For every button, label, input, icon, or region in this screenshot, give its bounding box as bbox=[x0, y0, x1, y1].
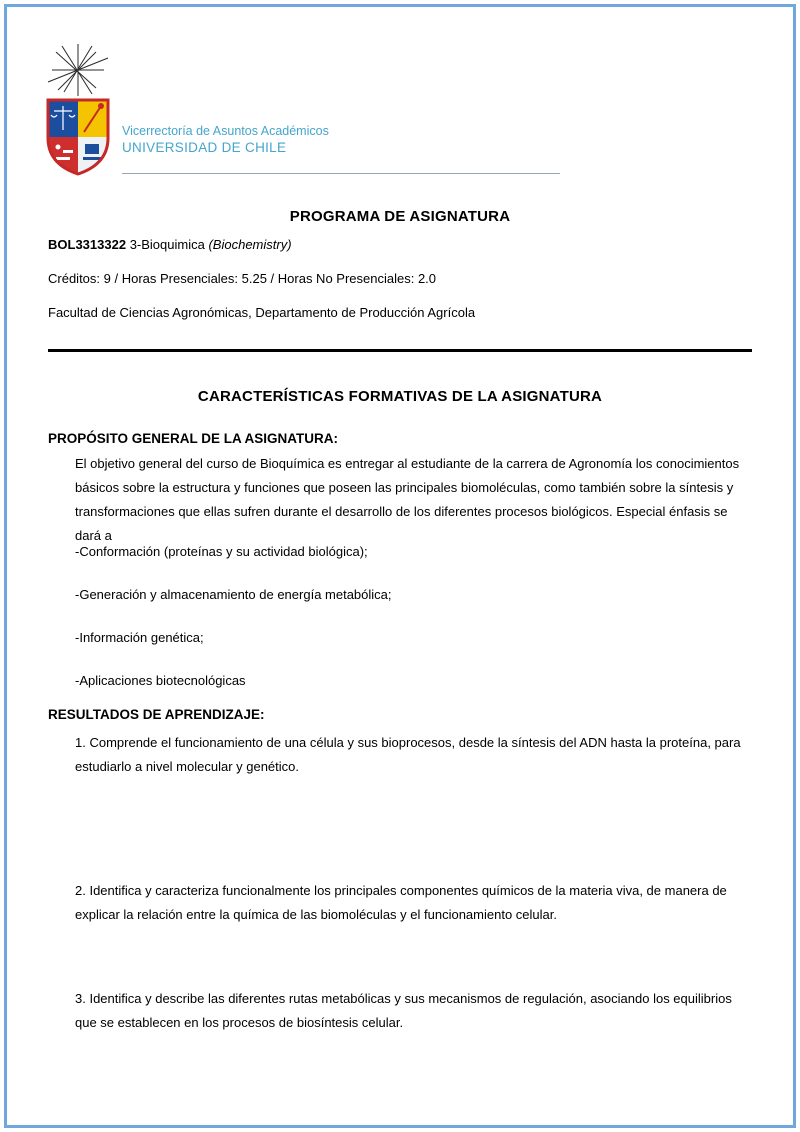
purpose-text: El objetivo general del curso de Bioquímica es entregar al estudiante de la carrera de Agronomía los conocimientos básicos sobre la estructura y funciones que poseen las principales biomoléculas, como también sobre la síntesis y transformaciones que ellas sufren durante el desarrollo de los diferentes procesos biológicos. Especial énfasis se dará a bbox=[75, 456, 740, 543]
section-divider bbox=[48, 349, 752, 352]
university-logo bbox=[38, 42, 118, 177]
emphasis-item: -Aplicaciones biotecnológicas bbox=[75, 673, 246, 688]
emphasis-item: -Información genética; bbox=[75, 630, 204, 645]
emphasis-list bbox=[75, 540, 757, 712]
document-title: PROGRAMA DE ASIGNATURA bbox=[289, 208, 511, 225]
building-icon bbox=[83, 144, 101, 160]
vice-rectory-name: Vicerrectoría de Asuntos Académicos bbox=[122, 124, 329, 138]
outcome-item: 1. Comprende el funcionamiento de una célula y sus bioprocesos, desde la síntesis del ADN hasta la proteína, para estudiarlo a nivel molecular y genético. bbox=[75, 735, 741, 774]
shield-icon bbox=[48, 100, 108, 177]
outcomes-label: RESULTADOS DE APRENDIZAJE: bbox=[48, 707, 265, 722]
university-crest-icon bbox=[38, 42, 118, 177]
emphasis-item: -Generación y almacenamiento de energía metabólica; bbox=[75, 587, 392, 602]
faculty-line: Facultad de Ciencias Agronómicas, Departamento de Producción Agrícola bbox=[48, 305, 476, 320]
section-heading: CARACTERÍSTICAS FORMATIVAS DE LA ASIGNATURA bbox=[197, 388, 603, 405]
outcome-item: 3. Identifica y describe las diferentes rutas metabólicas y sus mecanismos de regulación, asociando los equilibrios que se establecen en los procesos de biosíntesis celular. bbox=[75, 991, 732, 1030]
course-code: BOL3313322 bbox=[48, 237, 127, 252]
purpose-label: PROPÓSITO GENERAL DE LA ASIGNATURA: bbox=[48, 431, 339, 446]
emphasis-item: -Conformación (proteínas y su actividad biológica); bbox=[75, 544, 368, 559]
credits-line: Créditos: 9 / Horas Presenciales: 5.25 / Horas No Presenciales: 2.0 bbox=[48, 271, 437, 286]
university-name: UNIVERSIDAD DE CHILE bbox=[122, 139, 287, 155]
course-name-english: (Biochemistry) bbox=[208, 237, 292, 252]
course-name: 3-Bioquimica bbox=[129, 237, 205, 252]
course-line bbox=[48, 237, 292, 252]
outcome-item: 2. Identifica y caracteriza funcionalmente los principales componentes químicos de la materia viva, de manera de explicar la relación entre la química de las biomoléculas y el funcionamiento celular. bbox=[75, 883, 727, 922]
starburst-icon bbox=[48, 44, 108, 96]
institution-header bbox=[122, 124, 560, 174]
